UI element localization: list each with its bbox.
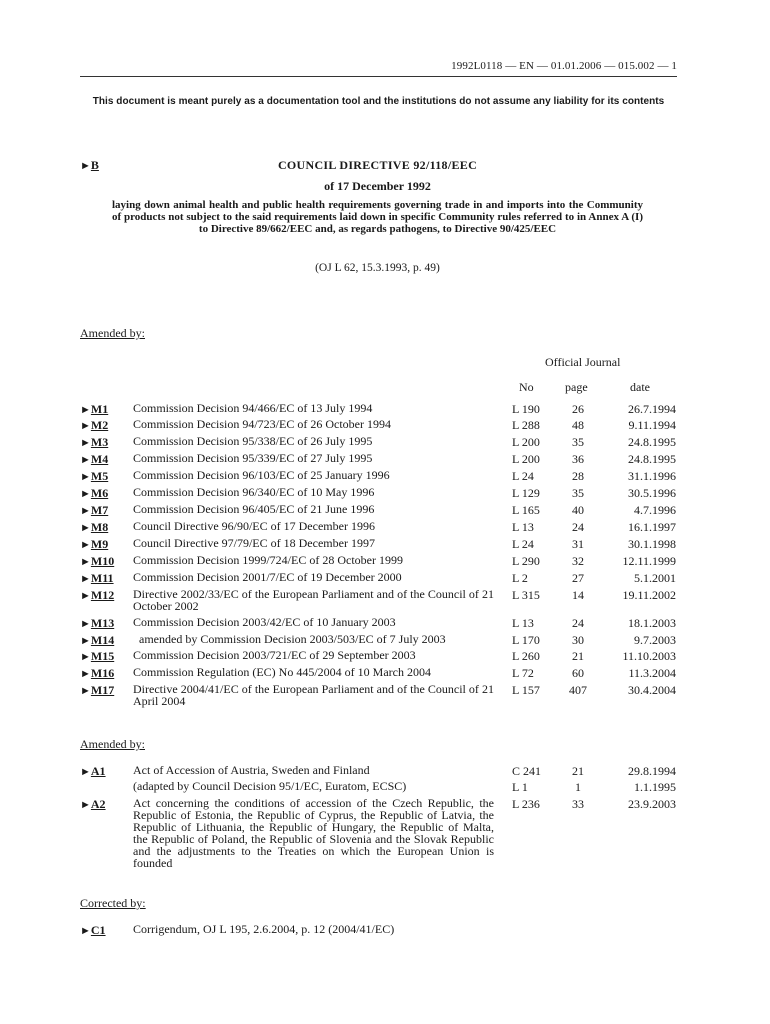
arrow-right-icon: ► [80, 522, 91, 534]
amended-by-label: Amended by: [80, 326, 145, 340]
base-act-marker[interactable] [80, 158, 99, 173]
oj-page: 21 [572, 764, 584, 778]
amendment-marker[interactable] [80, 520, 108, 535]
amendment-description: Commission Regulation (EC) No 445/2004 of 10 March 2004 [133, 665, 431, 679]
amendment-description: Commission Decision 96/405/EC of 21 June 1996 [133, 502, 375, 516]
amendment-marker[interactable] [80, 469, 108, 484]
oj-number: L 315 [512, 588, 540, 602]
amendment-description: Commission Decision 2001/7/EC of 19 December 2000 [133, 570, 402, 584]
oj-date: 31.1.1996 [628, 469, 676, 483]
oj-page: 32 [572, 554, 584, 568]
oj-date: 5.1.2001 [634, 571, 676, 585]
arrow-right-icon: ► [80, 471, 91, 483]
amendment-marker[interactable] [80, 649, 114, 664]
arrow-right-icon: ► [80, 505, 91, 517]
oj-number: L 13 [512, 520, 534, 534]
oj-date: 1.1.1995 [634, 780, 676, 794]
amendment-description: amended by Commission Decision 2003/503/EC of 7 July 2003 [139, 632, 446, 646]
amendment-link[interactable]: M1 [90, 402, 109, 416]
oj-page: 31 [572, 537, 584, 551]
corrigendum-marker[interactable] [80, 923, 106, 938]
arrow-right-icon: ► [80, 766, 91, 778]
amendment-link[interactable]: M4 [90, 452, 109, 466]
amendment-link[interactable]: M12 [90, 588, 115, 602]
column-header-no: No [519, 380, 534, 394]
amendment-description: Commission Decision 96/103/EC of 25 January 1996 [133, 468, 390, 482]
act-title: COUNCIL DIRECTIVE 92/118/EEC [277, 158, 478, 172]
document-reference: 1992L0118 — EN — 01.01.2006 — 015.002 — 1 [451, 60, 677, 72]
amendment-link[interactable]: M2 [90, 418, 109, 432]
oj-number: L 288 [512, 418, 540, 432]
corrigendum-link[interactable]: C1 [90, 923, 106, 937]
oj-page: 36 [572, 452, 584, 466]
amendment-marker[interactable] [80, 571, 114, 586]
amendment-marker[interactable] [80, 666, 114, 681]
accession-description: Act of Accession of Austria, Sweden and Finland [133, 763, 370, 777]
oj-page: 14 [572, 588, 584, 602]
oj-number: L 200 [512, 452, 540, 466]
amendment-link[interactable]: M8 [90, 520, 109, 534]
arrow-right-icon: ► [80, 404, 91, 416]
amendment-marker[interactable] [80, 503, 108, 518]
oj-page: 60 [572, 666, 584, 680]
oj-date: 24.8.1995 [628, 452, 676, 466]
column-header-page: page [565, 380, 588, 394]
oj-number: L 72 [512, 666, 534, 680]
oj-number: L 170 [512, 633, 540, 647]
oj-page: 33 [572, 797, 584, 811]
oj-date: 18.1.2003 [628, 616, 676, 630]
oj-date: 9.11.1994 [628, 418, 676, 432]
oj-date: 23.9.2003 [628, 797, 676, 811]
oj-page: 26 [572, 402, 584, 416]
oj-number: L 290 [512, 554, 540, 568]
oj-number: L 24 [512, 537, 534, 551]
oj-number: L 13 [512, 616, 534, 630]
accession-marker[interactable] [80, 797, 106, 812]
oj-date: 26.7.1994 [628, 402, 676, 416]
oj-number: L 236 [512, 797, 540, 811]
arrow-right-icon: ► [80, 635, 91, 647]
oj-page: 35 [572, 486, 584, 500]
amendment-description: Commission Decision 95/338/EC of 26 July 1995 [133, 434, 373, 448]
oj-number: L 165 [512, 503, 540, 517]
oj-page: 24 [572, 520, 584, 534]
arrow-right-icon: ► [80, 618, 91, 630]
arrow-right-icon: ► [80, 488, 91, 500]
amendment-marker[interactable] [80, 633, 114, 648]
amendment-link[interactable]: M15 [90, 649, 115, 663]
amendment-description: Commission Decision 94/466/EC of 13 July 1994 [133, 401, 373, 415]
disclaimer: This document is meant purely as a documentation tool and the institutions do not assume any liability for its contents [92, 96, 665, 107]
oj-number: L 157 [512, 683, 540, 697]
oj-date: 16.1.1997 [628, 520, 676, 534]
amendment-link[interactable]: M14 [90, 633, 115, 647]
oj-reference: (OJ L 62, 15.3.1993, p. 49) [315, 262, 440, 274]
official-journal-heading: Official Journal [545, 355, 621, 369]
amendment-description: Directive 2002/33/EC of the European Parliament and of the Council of 21 October 2002 [133, 587, 494, 613]
oj-date: 30.4.2004 [628, 683, 676, 697]
oj-date: 30.1.1998 [628, 537, 676, 551]
amendment-description: Commission Decision 2003/42/EC of 10 January 2003 [133, 615, 396, 629]
amendment-description: Council Directive 97/79/EC of 18 December 1997 [133, 536, 375, 550]
amendment-link[interactable]: M6 [90, 486, 109, 500]
oj-number: L 1 [512, 780, 528, 794]
oj-page: 407 [569, 683, 587, 697]
arrow-right-icon: ► [80, 437, 91, 449]
header-divider [80, 76, 677, 77]
amendment-marker[interactable] [80, 554, 114, 569]
amendment-link[interactable]: M3 [90, 435, 109, 449]
arrow-right-icon: ► [80, 925, 91, 937]
oj-page: 40 [572, 503, 584, 517]
arrow-right-icon: ► [80, 668, 91, 680]
accession-description: (adapted by Council Decision 95/1/EC, Euratom, ECSC) [133, 779, 407, 793]
oj-page: 28 [572, 469, 584, 483]
oj-page: 24 [572, 616, 584, 630]
accessions-label: Amended by: [80, 737, 145, 751]
oj-number: L 200 [512, 435, 540, 449]
accession-marker[interactable] [80, 764, 106, 779]
oj-number: L 129 [512, 486, 540, 500]
corrected-by-label: Corrected by: [80, 896, 146, 910]
amendment-link[interactable]: M7 [90, 503, 109, 517]
arrow-right-icon: ► [80, 539, 91, 551]
amendment-link[interactable]: M16 [90, 666, 115, 680]
amendment-marker[interactable] [80, 435, 108, 450]
amendment-link[interactable]: M11 [90, 571, 114, 585]
amendment-description: Commission Decision 1999/724/EC of 28 October 1999 [133, 553, 403, 567]
arrow-right-icon: ► [80, 160, 91, 172]
oj-page: 21 [572, 649, 584, 663]
amendment-description: Council Directive 96/90/EC of 17 December 1996 [133, 519, 375, 533]
oj-date: 29.8.1994 [628, 764, 676, 778]
amendment-link[interactable]: M17 [90, 683, 115, 697]
oj-number: L 2 [512, 571, 528, 585]
arrow-right-icon: ► [80, 685, 91, 697]
amendment-marker[interactable] [80, 486, 108, 501]
accession-description: Act concerning the conditions of accession of the Czech Republic, the Republic of Estonia, the Republic of Cyprus, the Republic of Latvia, the Republic of Lithuania, the Republic of Hungary, the Republic of Malta, the Republic of Poland, the Republic of Slovenia and the Slovak Republic and the adjustments to the Treaties on which the European Union is founded [133, 796, 494, 870]
amendment-marker[interactable] [80, 452, 108, 467]
arrow-right-icon: ► [80, 420, 91, 432]
arrow-right-icon: ► [80, 573, 91, 585]
oj-date: 11.10.2003 [622, 649, 676, 663]
arrow-right-icon: ► [80, 556, 91, 568]
oj-number: C 241 [512, 764, 542, 778]
base-act-link[interactable]: B [90, 158, 99, 172]
oj-page: 27 [572, 571, 584, 585]
oj-number: L 190 [512, 402, 540, 416]
amendment-marker[interactable] [80, 683, 114, 698]
amendment-description: Commission Decision 94/723/EC of 26 October 1994 [133, 417, 391, 431]
oj-number: L 24 [512, 469, 534, 483]
oj-date: 11.3.2004 [628, 666, 676, 680]
oj-date: 30.5.1996 [628, 486, 676, 500]
amendment-description: Commission Decision 96/340/EC of 10 May 1996 [133, 485, 375, 499]
oj-date: 9.7.2003 [634, 633, 676, 647]
arrow-right-icon: ► [80, 590, 91, 602]
amendment-marker[interactable] [80, 418, 108, 433]
amendment-description: Commission Decision 2003/721/EC of 29 September 2003 [133, 648, 416, 662]
oj-date: 12.11.1999 [622, 554, 676, 568]
oj-page: 35 [572, 435, 584, 449]
amendment-link[interactable]: M9 [90, 537, 109, 551]
oj-date: 4.7.1996 [634, 503, 676, 517]
accession-link[interactable]: A1 [90, 764, 106, 778]
amendment-marker[interactable] [80, 402, 108, 417]
oj-page: 48 [572, 418, 584, 432]
act-date: of 17 December 1992 [324, 179, 431, 193]
corrigendum-description: Corrigendum, OJ L 195, 2.6.2004, p. 12 (2004/41/EC) [133, 922, 395, 936]
oj-page: 30 [572, 633, 584, 647]
amendment-link[interactable]: M13 [90, 616, 115, 630]
oj-date: 24.8.1995 [628, 435, 676, 449]
amendment-description: Commission Decision 95/339/EC of 27 July 1995 [133, 451, 373, 465]
amendment-marker[interactable] [80, 537, 108, 552]
oj-date: 19.11.2002 [622, 588, 676, 602]
act-subject: laying down animal health and public health requirements governing trade in and imports into the Community of products not subject to the said requirements laid down in specific Community rules referred to in Annex A (I) to Directive 89/662/EEC and, as regards pathogens, to Directive 90/425/EEC [112, 199, 643, 235]
arrow-right-icon: ► [80, 651, 91, 663]
amendment-description: Directive 2004/41/EC of the European Parliament and of the Council of 21 April 2004 [133, 682, 494, 708]
arrow-right-icon: ► [80, 454, 91, 466]
accession-link[interactable]: A2 [90, 797, 106, 811]
amendment-link[interactable]: M5 [90, 469, 109, 483]
oj-number: L 260 [512, 649, 540, 663]
amendment-link[interactable]: M10 [90, 554, 115, 568]
column-header-date: date [630, 380, 650, 394]
oj-page: 1 [575, 780, 581, 794]
arrow-right-icon: ► [80, 799, 91, 811]
amendment-marker[interactable] [80, 588, 114, 603]
amendment-marker[interactable] [80, 616, 114, 631]
